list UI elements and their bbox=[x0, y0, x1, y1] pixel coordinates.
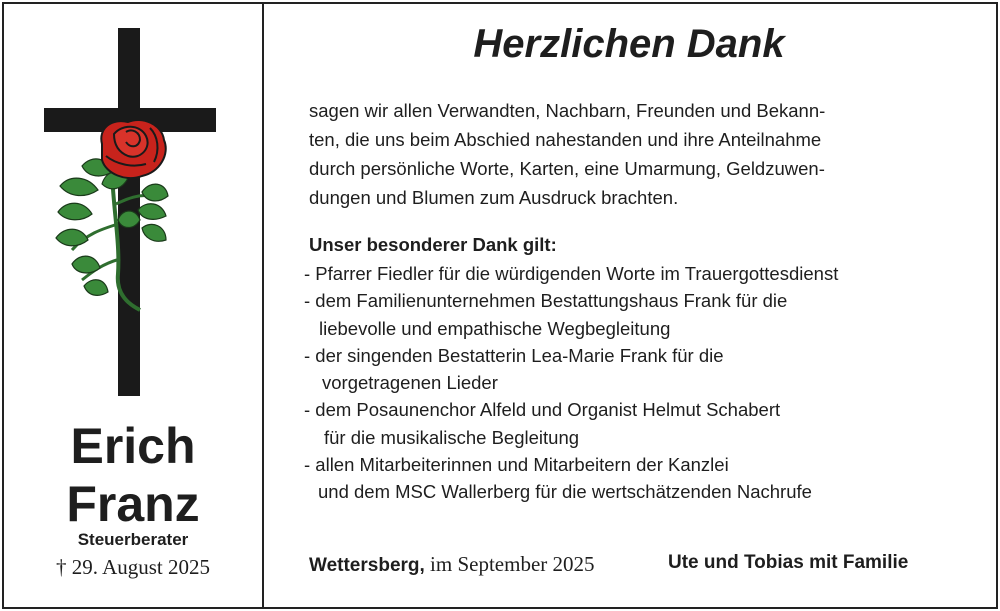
footer-signers: Ute und Tobias mit Familie bbox=[668, 552, 909, 573]
thanks-line: für die musikalische Begleitung bbox=[324, 426, 580, 448]
deceased-first-name: Erich bbox=[70, 418, 196, 474]
thanks-line: und dem MSC Wallerberg für die wertschätzenden Nachrufe bbox=[318, 481, 812, 503]
thanks-line: - der singenden Bestatterin Lea-Marie Frank für die bbox=[304, 344, 724, 366]
right-column bbox=[264, 4, 994, 607]
cross-with-rose-icon bbox=[42, 24, 222, 404]
deceased-profession: Steuerberater bbox=[77, 530, 189, 549]
thanks-line: liebevolle und empathische Wegbegleitung bbox=[319, 317, 671, 339]
headline: Herzlichen Dank bbox=[473, 22, 785, 66]
thanks-line: - dem Posaunenchor Alfeld und Organist Helmut Schabert bbox=[304, 399, 781, 421]
thanks-line: - Pfarrer Fiedler für die würdigenden Worte im Trauergottesdienst bbox=[304, 263, 839, 284]
thanks-line: - allen Mitarbeiterinnen und Mitarbeitern der Kanzlei bbox=[304, 454, 729, 476]
thanks-heading: Unser besonderer Dank gilt: bbox=[309, 234, 557, 255]
intro-text bbox=[309, 96, 969, 212]
intro-line: dungen und Blumen zum Ausdruck brachten. bbox=[309, 187, 679, 208]
deceased-last-name: Franz bbox=[66, 476, 200, 532]
footer-place: Wettersberg, bbox=[309, 555, 425, 576]
footer-place-date bbox=[309, 552, 595, 577]
thanks-line: - dem Familienunternehmen Bestattungshaus Frank für die bbox=[304, 290, 788, 312]
footer-date: im September 2025 bbox=[424, 552, 595, 576]
thanks-line: vorgetragenen Lieder bbox=[322, 372, 498, 394]
intro-line: durch persönliche Worte, Karten, eine Umarmung, Geldzuwen- bbox=[309, 158, 825, 179]
intro-line: sagen wir allen Verwandten, Nachbarn, Freunden und Bekann- bbox=[309, 100, 826, 121]
thanks-list bbox=[304, 260, 984, 506]
death-date: † 29. August 2025 bbox=[55, 555, 210, 579]
intro-line: ten, die uns beim Abschied nahestanden und ihre Anteilnahme bbox=[309, 129, 822, 150]
left-column bbox=[4, 4, 262, 607]
